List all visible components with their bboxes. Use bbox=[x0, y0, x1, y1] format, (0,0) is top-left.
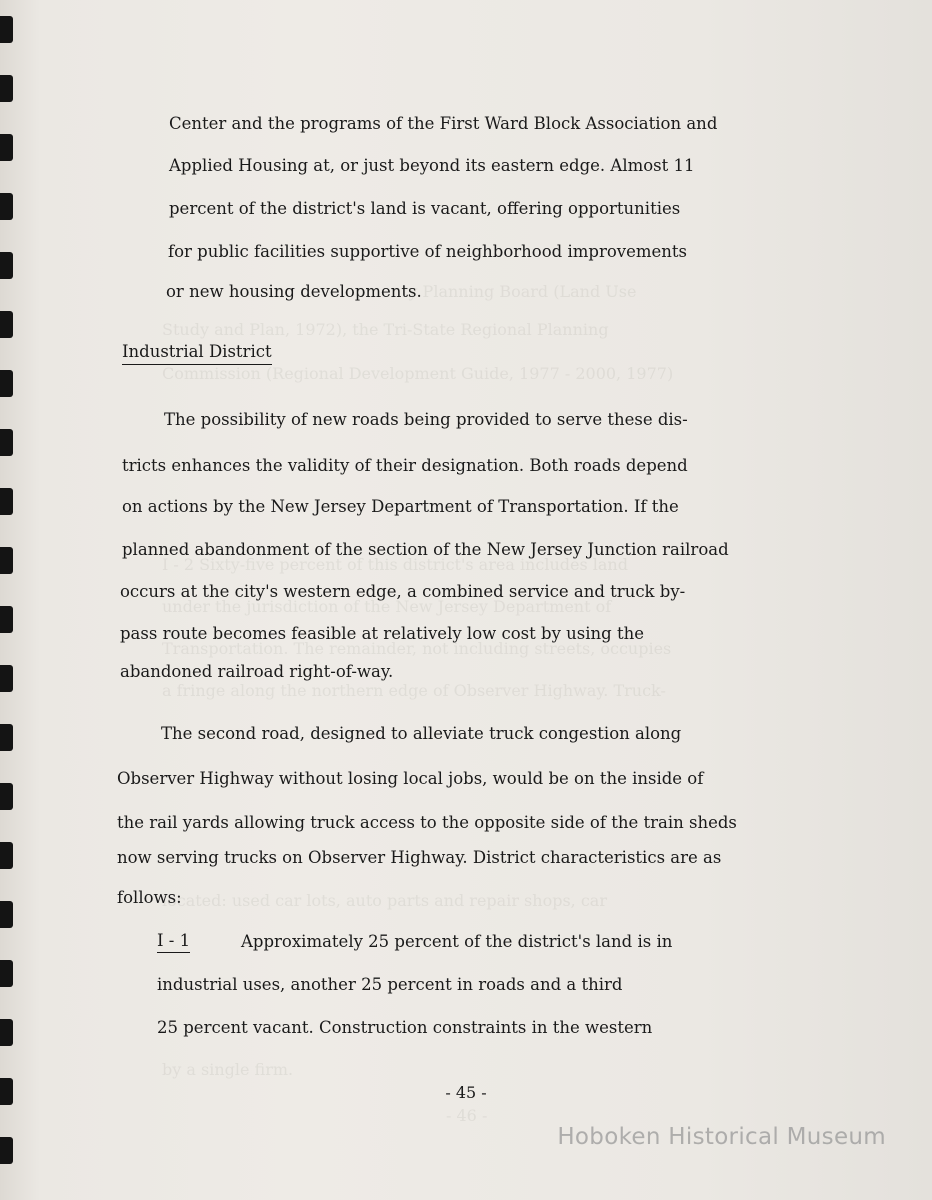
bleed-through-text: Transportation. The remainder, not including streets, occupies bbox=[162, 639, 672, 658]
section-heading: Industrial District bbox=[122, 340, 272, 365]
paragraph-1-line: percent of the district's land is vacant, offering opportunities bbox=[169, 199, 681, 218]
bleed-through-text: - 46 - bbox=[446, 1106, 488, 1125]
bleed-through-text: Study and Plan, 1972), the Tri-State Regional Planning bbox=[162, 320, 609, 339]
binding-ring bbox=[0, 311, 13, 338]
item-label: I - 1 bbox=[157, 930, 190, 953]
paragraph-3-line: Observer Highway without losing local jobs, would be on the inside of bbox=[117, 769, 704, 788]
paragraph-2-line: The possibility of new roads being provided to serve these dis- bbox=[164, 410, 688, 429]
page-number: - 45 - bbox=[445, 1083, 487, 1102]
bleed-through-text: ty Planning Board (Land Use bbox=[402, 282, 637, 301]
item-line: I - 1 Approximately 25 percent of the district's land is in bbox=[157, 931, 673, 951]
paragraph-1-line: Center and the programs of the First Ward Block Association and bbox=[169, 114, 718, 133]
binding-ring bbox=[0, 75, 13, 102]
watermark-text: Hoboken Historical Museum bbox=[557, 1124, 886, 1150]
paragraph-2-line: pass route becomes feasible at relatively low cost by using the bbox=[120, 624, 644, 643]
bleed-through-text: located: used car lots, auto parts and repair shops, car bbox=[162, 891, 607, 910]
paragraph-3-line: now serving trucks on Observer Highway. District characteristics are as bbox=[117, 848, 722, 867]
bleed-through-text: Commission (Regional Development Guide, 1977 - 2000, 1977) bbox=[162, 364, 674, 383]
paragraph-2-line: on actions by the New Jersey Department of Transportation. If the bbox=[122, 497, 679, 516]
paragraph-1-line: or new housing developments. bbox=[166, 282, 422, 301]
paragraph-2-line: abandoned railroad right-of-way. bbox=[120, 662, 394, 681]
paragraph-3-line: follows: bbox=[117, 888, 182, 907]
item-line: industrial uses, another 25 percent in roads and a third bbox=[157, 975, 623, 994]
paragraph-2-line: planned abandonment of the section of the New Jersey Junction railroad bbox=[122, 540, 729, 559]
paragraph-3-line: the rail yards allowing truck access to the opposite side of the train sheds bbox=[117, 813, 737, 832]
binding-ring bbox=[0, 429, 13, 456]
paragraph-1-line: for public facilities supportive of neighborhood improvements bbox=[168, 242, 688, 261]
binding-ring bbox=[0, 16, 13, 43]
item-line: 25 percent vacant. Construction constraints in the western bbox=[157, 1018, 653, 1037]
bleed-through-text: I - 2 Sixty-five percent of this district's area includes land bbox=[162, 555, 628, 574]
paragraph-3-line: The second road, designed to alleviate truck congestion along bbox=[161, 724, 682, 743]
binding-ring bbox=[0, 370, 13, 397]
bleed-through-text: by a single firm. bbox=[162, 1060, 294, 1079]
paragraph-1-line: Applied Housing at, or just beyond its eastern edge. Almost 11 bbox=[169, 156, 695, 175]
bleed-through-text: a fringe along the northern edge of Observer Highway. Truck- bbox=[162, 681, 666, 700]
paragraph-2-line: occurs at the city's western edge, a combined service and truck by- bbox=[120, 582, 686, 601]
binding-ring bbox=[0, 1137, 13, 1164]
paragraph-2-line: tricts enhances the validity of their designation. Both roads depend bbox=[122, 456, 688, 475]
bleed-through-text: under the jurisdiction of the New Jersey Department of bbox=[162, 597, 612, 616]
